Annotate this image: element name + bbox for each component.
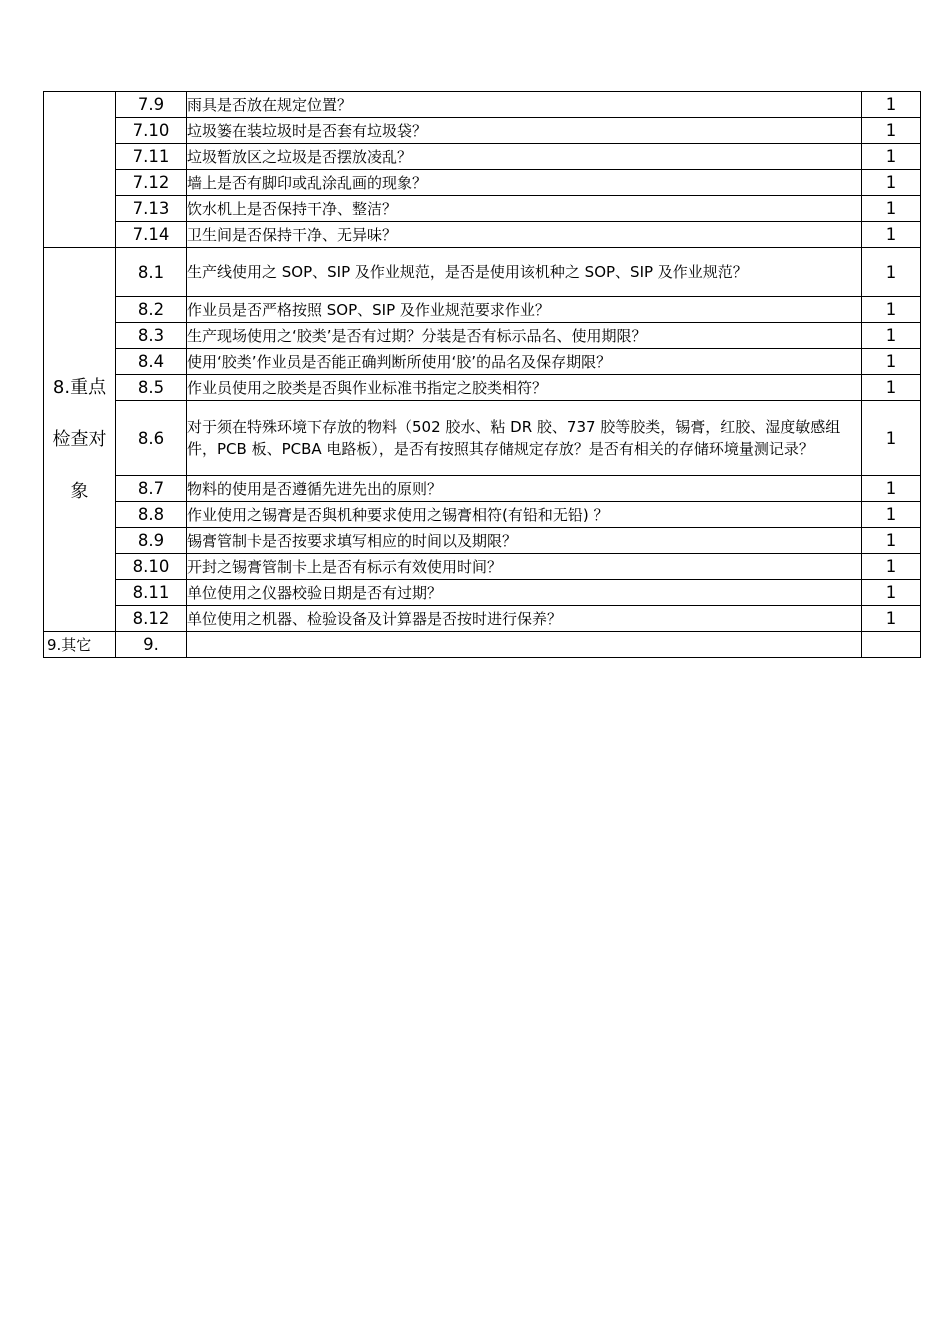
table-row xyxy=(44,196,921,222)
item-text: 使用‘胶类’作业员是否能正确判断所使用‘胶’的品名及保存期限？ xyxy=(187,349,862,375)
item-text: 作业员是否严格按照 SOP、SIP 及作业规范要求作业？ xyxy=(187,297,862,323)
item-text xyxy=(187,632,862,658)
item-text: 单位使用之机器、检验设备及计算器是否按时进行保养？ xyxy=(187,606,862,632)
item-number: 8.8 xyxy=(116,502,187,528)
item-number: 8.6 xyxy=(116,401,187,476)
table-row xyxy=(44,349,921,375)
item-score: 1 xyxy=(862,375,921,401)
table-row xyxy=(44,248,921,297)
item-text: 生产现场使用之‘胶类’是否有过期？分装是否有标示品名、使用期限？ xyxy=(187,323,862,349)
item-number: 8.3 xyxy=(116,323,187,349)
item-score: 1 xyxy=(862,144,921,170)
table-row xyxy=(44,170,921,196)
item-number: 8.1 xyxy=(116,248,187,297)
item-text: 开封之锡膏管制卡上是否有标示有效使用时间？ xyxy=(187,554,862,580)
table-row xyxy=(44,401,921,476)
item-score: 1 xyxy=(862,349,921,375)
item-score: 1 xyxy=(862,297,921,323)
item-number: 9. xyxy=(116,632,187,658)
table-row xyxy=(44,323,921,349)
table-row xyxy=(44,554,921,580)
item-number: 8.4 xyxy=(116,349,187,375)
item-score: 1 xyxy=(862,196,921,222)
item-score: 1 xyxy=(862,401,921,476)
item-number: 8.10 xyxy=(116,554,187,580)
item-number: 7.11 xyxy=(116,144,187,170)
table-row xyxy=(44,502,921,528)
item-text: 锡膏管制卡是否按要求填写相应的时间以及期限？ xyxy=(187,528,862,554)
item-text: 单位使用之仪器校验日期是否有过期？ xyxy=(187,580,862,606)
item-text: 雨具是否放在规定位置？ xyxy=(187,92,862,118)
item-score: 1 xyxy=(862,92,921,118)
item-score: 1 xyxy=(862,580,921,606)
table-row xyxy=(44,375,921,401)
item-text: 卫生间是否保持干净、无异味？ xyxy=(187,222,862,248)
category-cell-7 xyxy=(44,92,116,248)
item-score: 1 xyxy=(862,222,921,248)
item-text: 作业员使用之胶类是否與作业标准书指定之胶类相符？ xyxy=(187,375,862,401)
table-row xyxy=(44,632,921,658)
category-cell-9: 9.其它 xyxy=(44,632,116,658)
item-text: 物料的使用是否遵循先进先出的原则？ xyxy=(187,476,862,502)
inspection-checklist-table xyxy=(43,91,921,658)
item-number: 7.9 xyxy=(116,92,187,118)
item-number: 7.12 xyxy=(116,170,187,196)
item-text: 作业使用之锡膏是否與机种要求使用之锡膏相符(有铅和无铅) ？ xyxy=(187,502,862,528)
item-score: 1 xyxy=(862,528,921,554)
table-row xyxy=(44,222,921,248)
table-row xyxy=(44,606,921,632)
table-row xyxy=(44,476,921,502)
item-text: 墙上是否有脚印或乱涂乱画的现象？ xyxy=(187,170,862,196)
item-number: 8.2 xyxy=(116,297,187,323)
item-text: 对于须在特殊环境下存放的物料（502 胶水、粘 DR 胶、737 胶等胶类，锡膏，红胶、湿度敏感组件，PCB 板、PCBA 电路板），是否有按照其存储规定存放？是否有相关的存储环境量测记录？ xyxy=(187,401,862,476)
item-number: 8.12 xyxy=(116,606,187,632)
table-row xyxy=(44,92,921,118)
item-score: 1 xyxy=(862,248,921,297)
item-number: 8.9 xyxy=(116,528,187,554)
item-text: 垃圾篓在装垃圾时是否套有垃圾袋？ xyxy=(187,118,862,144)
item-number: 7.13 xyxy=(116,196,187,222)
item-number: 8.5 xyxy=(116,375,187,401)
item-score: 1 xyxy=(862,554,921,580)
table-row xyxy=(44,144,921,170)
item-text: 生产线使用之 SOP、SIP 及作业规范，是否是使用该机种之 SOP、SIP 及作业规范？ xyxy=(187,248,862,297)
category-cell-8: 8.重点检查对象 xyxy=(44,248,116,632)
item-number: 7.14 xyxy=(116,222,187,248)
item-number: 8.11 xyxy=(116,580,187,606)
item-score: 1 xyxy=(862,118,921,144)
item-number: 8.7 xyxy=(116,476,187,502)
item-text: 饮水机上是否保持干净、整洁？ xyxy=(187,196,862,222)
item-text: 垃圾暂放区之垃圾是否摆放凌乱？ xyxy=(187,144,862,170)
table-row xyxy=(44,528,921,554)
item-score: 1 xyxy=(862,323,921,349)
table-row xyxy=(44,118,921,144)
item-score: 1 xyxy=(862,170,921,196)
item-number: 7.10 xyxy=(116,118,187,144)
item-score xyxy=(862,632,921,658)
item-score: 1 xyxy=(862,606,921,632)
table-row xyxy=(44,297,921,323)
table-row xyxy=(44,580,921,606)
item-score: 1 xyxy=(862,502,921,528)
item-score: 1 xyxy=(862,476,921,502)
